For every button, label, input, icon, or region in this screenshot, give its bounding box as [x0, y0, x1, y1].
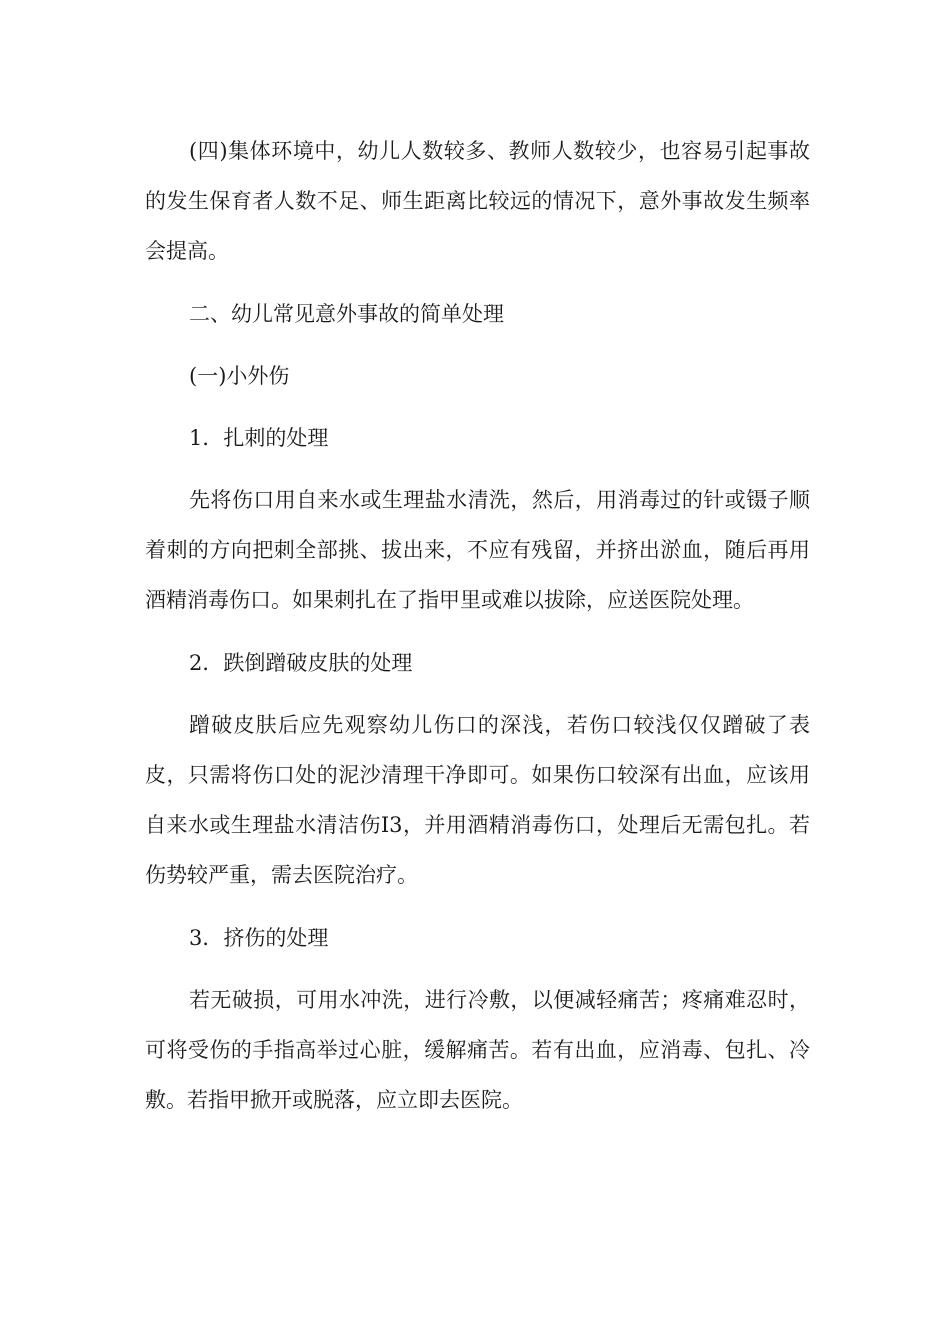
item-heading-crush-injury: 3．挤伤的处理	[189, 926, 329, 950]
paragraph-splinter-treatment: 先将伤口用自来水或生理盐水清洗，然后，用消毒过的针或镊子顺着刺的方向把刺全部挑、拔出来，不应有残留，并挤出淤血，随后再用酒精消毒伤口。如果刺扎在了指甲里或难以拔除，应送医院处理。	[145, 488, 810, 612]
paragraph-crush-injury-treatment: 若无破损，可用水冲洗，进行冷敷，以便减轻痛苦；疼痛难忍时，可将受伤的手指高举过心脏，缓解痛苦。若有出血，应消毒、包扎、冷敷。若指甲掀开或脱落，应立即去医院。	[145, 988, 810, 1112]
paragraph-collective-environment: (四)集体环境中，幼儿人数较多、教师人数较少，也容易引起事故的发生保育者人数不足、师生距离比较远的情况下，意外事故发生频率会提高。	[145, 139, 810, 263]
item-heading-splinter: 1．扎刺的处理	[189, 426, 329, 450]
section-heading-accident-handling: 二、幼儿常见意外事故的简单处理	[189, 302, 504, 326]
document-body	[145, 126, 810, 1138]
item-heading-scraped-skin: 2．跌倒蹭破皮肤的处理	[189, 651, 413, 675]
subsection-heading-minor-injuries: (一)小外伤	[189, 364, 290, 388]
paragraph-scraped-skin-treatment: 蹭破皮肤后应先观察幼儿伤口的深浅，若伤口较浅仅仅蹭破了表皮，只需将伤口处的泥沙清理干净即可。如果伤口较深有出血，应该用自来水或生理盐水清洁伤I3，并用酒精消毒伤口，处理后无需包扎。若伤势较严重，需去医院治疗。	[145, 713, 810, 887]
